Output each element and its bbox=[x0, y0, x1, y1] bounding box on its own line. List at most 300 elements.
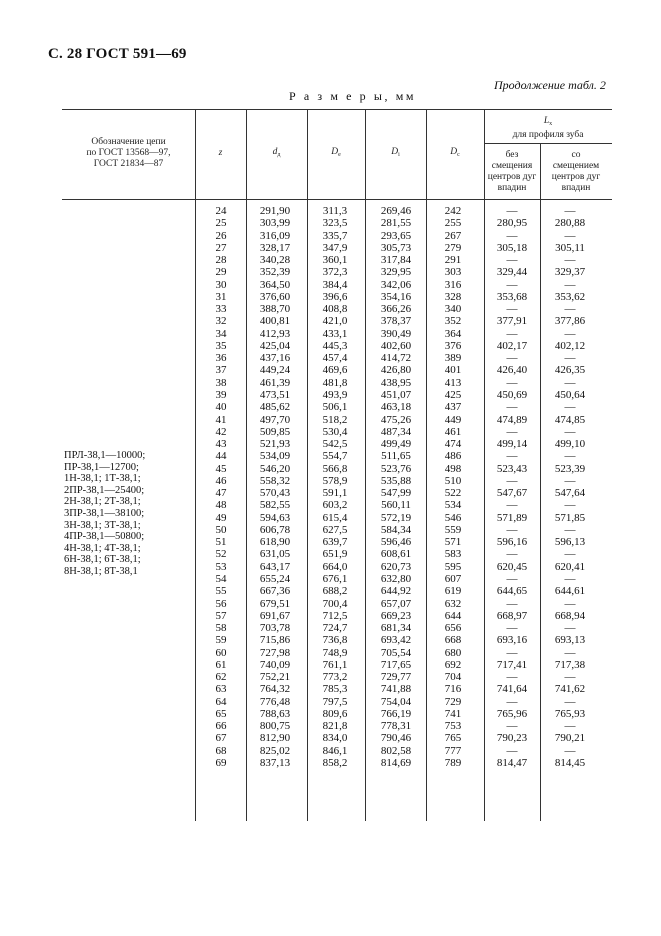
table-cell: 25 bbox=[215, 217, 227, 230]
table-cell: 51 bbox=[215, 536, 227, 549]
table-cell: 821,8 bbox=[322, 720, 348, 733]
table-cell: 449,24 bbox=[259, 364, 291, 377]
table-cell: 242 bbox=[444, 205, 462, 217]
table-cell: 437 bbox=[444, 401, 462, 414]
table-cell: 67 bbox=[215, 732, 227, 745]
table-cell: 34 bbox=[215, 327, 227, 340]
table-cell: 741,62 bbox=[554, 683, 586, 696]
table-cell: 499,10 bbox=[554, 438, 586, 451]
table-cell: 360,1 bbox=[322, 254, 348, 267]
table-cell: 534,09 bbox=[259, 450, 291, 463]
table-cell: 618,90 bbox=[259, 536, 291, 549]
table-cell: 510 bbox=[444, 474, 462, 487]
table-cell: — bbox=[564, 205, 576, 217]
chain-designation-line: 3Н-38,1; 3Т-38,1; bbox=[64, 519, 141, 531]
table-cell: 63 bbox=[215, 683, 227, 696]
table-cell: 754,04 bbox=[380, 695, 412, 708]
table-cell: 396,6 bbox=[322, 290, 348, 303]
table-cell: 481,8 bbox=[322, 376, 348, 389]
table-cell: 615,4 bbox=[322, 511, 348, 524]
table-cell: 352,39 bbox=[259, 266, 291, 279]
table-cell: 741 bbox=[444, 707, 462, 720]
table-cell: 789 bbox=[444, 756, 462, 769]
table-cell: 785,3 bbox=[322, 683, 348, 696]
chain-designation-line: 2ПР-38,1—25400; bbox=[64, 484, 145, 496]
table-cell: 52 bbox=[215, 548, 227, 561]
header-Di: $D_i$ bbox=[391, 147, 400, 158]
table-cell: 408,8 bbox=[322, 303, 348, 316]
table-cell: 547,67 bbox=[496, 487, 528, 500]
table-cell: 727,98 bbox=[259, 646, 291, 659]
table-cell: 354,16 bbox=[380, 290, 412, 303]
table-cell: 717,41 bbox=[496, 658, 528, 671]
column-Di bbox=[368, 205, 424, 769]
table-cell: 680 bbox=[444, 646, 462, 659]
table-cell: — bbox=[506, 646, 518, 659]
table-cell: 571 bbox=[444, 536, 462, 549]
table-cell: 554,7 bbox=[322, 450, 348, 463]
table-cell: 335,7 bbox=[322, 229, 348, 242]
table-cell: 664,0 bbox=[322, 560, 348, 573]
table-cell: 620,73 bbox=[380, 560, 412, 573]
table-cell: — bbox=[564, 425, 576, 438]
table-cell: 651,9 bbox=[322, 548, 348, 561]
table-cell: 60 bbox=[215, 646, 227, 659]
table-cell: 700,4 bbox=[322, 597, 348, 610]
table-cell: 54 bbox=[215, 572, 227, 585]
table-cell: 58 bbox=[215, 622, 227, 635]
table-cell: 547,99 bbox=[380, 487, 412, 500]
table-cell: — bbox=[506, 278, 518, 291]
table-cell: 40 bbox=[215, 401, 227, 414]
table-cell: 643,17 bbox=[259, 560, 291, 573]
chain-designation-line: 8Н-38,1; 8Т-38,1 bbox=[64, 565, 138, 577]
table-cell: 43 bbox=[215, 438, 227, 451]
table-cell: 329,44 bbox=[496, 266, 528, 279]
table-cell: 376 bbox=[444, 339, 462, 352]
table-cell: 451,07 bbox=[380, 388, 412, 401]
table-cell: 55 bbox=[215, 585, 227, 598]
header-bottom-border bbox=[62, 199, 612, 200]
table-cell: 61 bbox=[215, 658, 227, 671]
table-cell: 814,69 bbox=[380, 756, 412, 769]
table-cell: 38 bbox=[215, 376, 227, 389]
table-cell: 32 bbox=[215, 315, 227, 328]
header-lx-without-offset: без смещения центров дуг впадин bbox=[487, 150, 537, 193]
table-cell: 509,85 bbox=[259, 425, 291, 438]
table-cell: 449 bbox=[444, 413, 462, 426]
table-cell: 475,26 bbox=[380, 413, 412, 426]
table-cell: 518,2 bbox=[322, 413, 348, 426]
table-cell: 437,16 bbox=[259, 352, 291, 365]
table-cell: — bbox=[564, 376, 576, 389]
table-cell: — bbox=[564, 474, 576, 487]
table-cell: 620,45 bbox=[496, 560, 528, 573]
table-cell: — bbox=[564, 254, 576, 267]
table-cell: 486 bbox=[444, 450, 462, 463]
table-cell: 328 bbox=[444, 290, 462, 303]
table-cell: 667,36 bbox=[259, 585, 291, 598]
table-cell: — bbox=[564, 597, 576, 610]
table-cell: — bbox=[564, 548, 576, 561]
chain-designation-line: 4ПР-38,1—50800; bbox=[64, 531, 145, 543]
table-cell: 522 bbox=[444, 487, 462, 500]
table-cell: 596,16 bbox=[496, 536, 528, 549]
table-cell: 693,13 bbox=[554, 634, 586, 647]
table-cell: 715,86 bbox=[259, 634, 291, 647]
table-cell: 627,5 bbox=[322, 523, 348, 536]
table-cell: 748,9 bbox=[322, 646, 348, 659]
table-cell: 681,34 bbox=[380, 622, 412, 635]
column-De bbox=[312, 205, 358, 769]
header-z: z bbox=[218, 148, 223, 158]
table-cell: 656 bbox=[444, 622, 462, 635]
table-cell: 570,43 bbox=[259, 487, 291, 500]
table-cell: 353,68 bbox=[496, 290, 528, 303]
table-cell: 30 bbox=[215, 278, 227, 291]
table-cell: 400,81 bbox=[259, 315, 291, 328]
table-cell: 450,69 bbox=[496, 388, 528, 401]
header-De: $D_е$ bbox=[331, 147, 341, 158]
table-cell: 668 bbox=[444, 634, 462, 647]
table-cell: 68 bbox=[215, 744, 227, 757]
table-cell: — bbox=[564, 744, 576, 757]
table-cell: 421,0 bbox=[322, 315, 348, 328]
table-cell: 717,65 bbox=[380, 658, 412, 671]
table-cell: 35 bbox=[215, 339, 227, 352]
table-cell: 27 bbox=[215, 241, 227, 254]
table-cell: — bbox=[564, 278, 576, 291]
table-cell: — bbox=[564, 622, 576, 635]
table-cell: 498 bbox=[444, 462, 462, 475]
table-cell: 364 bbox=[444, 327, 462, 340]
table-cell: 39 bbox=[215, 388, 227, 401]
table-cell: — bbox=[506, 205, 518, 217]
table-cell: 639,7 bbox=[322, 536, 348, 549]
table-cell: — bbox=[506, 572, 518, 585]
table-cell: 523,39 bbox=[554, 462, 586, 475]
table-cell: 53 bbox=[215, 560, 227, 573]
table-cell: 571,89 bbox=[496, 511, 528, 524]
table-cell: 340 bbox=[444, 303, 462, 316]
table-cell: 703,78 bbox=[259, 622, 291, 635]
table-cell: 46 bbox=[215, 474, 227, 487]
column-d bbox=[248, 205, 302, 769]
table-cell: — bbox=[506, 229, 518, 242]
table-cell: 776,48 bbox=[259, 695, 291, 708]
table-cell: 352 bbox=[444, 315, 462, 328]
table-cell: 353,62 bbox=[554, 290, 586, 303]
table-cell: 583 bbox=[444, 548, 462, 561]
table-cell: 596,13 bbox=[554, 536, 586, 549]
header-lx-with-offset: со смещением центров дуг впадин bbox=[551, 150, 601, 193]
table-cell: 546,20 bbox=[259, 462, 291, 475]
table-cell: — bbox=[506, 622, 518, 635]
table-cell: 402,12 bbox=[554, 339, 586, 352]
chain-designation-line: 1Н-38,1; 1Т-38,1; bbox=[64, 473, 141, 485]
table-cell: 691,67 bbox=[259, 609, 291, 622]
table-cell: 692 bbox=[444, 658, 462, 671]
table-cell: 426,35 bbox=[554, 364, 586, 377]
header-Lx: $L_х$ для профиля зуба bbox=[512, 116, 584, 140]
table-cell: 425 bbox=[444, 388, 462, 401]
table-cell: 64 bbox=[215, 695, 227, 708]
table-cell: — bbox=[564, 695, 576, 708]
table-cell: 814,45 bbox=[554, 756, 586, 769]
table-cell: 753 bbox=[444, 720, 462, 733]
table-cell: 644,92 bbox=[380, 585, 412, 598]
column-z bbox=[202, 205, 240, 769]
table-cell: 797,5 bbox=[322, 695, 348, 708]
table-cell: 50 bbox=[215, 523, 227, 536]
table-cell: 712,5 bbox=[322, 609, 348, 622]
table-cell: 36 bbox=[215, 352, 227, 365]
table-cell: 41 bbox=[215, 413, 227, 426]
table-cell: 506,1 bbox=[322, 401, 348, 414]
table-cell: 607 bbox=[444, 572, 462, 585]
table-cell: — bbox=[506, 425, 518, 438]
table-cell: 825,02 bbox=[259, 744, 291, 757]
table-cell: 535,88 bbox=[380, 474, 412, 487]
table-cell: 558,32 bbox=[259, 474, 291, 487]
col-divider-3 bbox=[307, 109, 308, 821]
table-cell: 66 bbox=[215, 720, 227, 733]
table-cell: 655,24 bbox=[259, 572, 291, 585]
column-Dc bbox=[426, 205, 480, 769]
table-cell: 572,19 bbox=[380, 511, 412, 524]
table-cell: 777 bbox=[444, 744, 462, 757]
table-cell: — bbox=[564, 523, 576, 536]
table-cell: 305,18 bbox=[496, 241, 528, 254]
table-cell: 493,9 bbox=[322, 388, 348, 401]
table-cell: 523,76 bbox=[380, 462, 412, 475]
table-cell: 384,4 bbox=[322, 278, 348, 291]
table-cell: 487,34 bbox=[380, 425, 412, 438]
table-cell: 736,8 bbox=[322, 634, 348, 647]
table-cell: 546 bbox=[444, 511, 462, 524]
table-cell: 766,19 bbox=[380, 707, 412, 720]
table-cell: 69 bbox=[215, 756, 227, 769]
table-cell: 401 bbox=[444, 364, 462, 377]
table-cell: 668,94 bbox=[554, 609, 586, 622]
table-cell: 591,1 bbox=[322, 487, 348, 500]
table-cell: — bbox=[506, 303, 518, 316]
table-cell: 269,46 bbox=[380, 205, 412, 217]
table-cell: 729 bbox=[444, 695, 462, 708]
table-cell: 469,6 bbox=[322, 364, 348, 377]
table-cell: 765,93 bbox=[554, 707, 586, 720]
table-cell: — bbox=[506, 352, 518, 365]
table-cell: 57 bbox=[215, 609, 227, 622]
table-cell: 809,6 bbox=[322, 707, 348, 720]
table-cell: 765,96 bbox=[496, 707, 528, 720]
table-cell: — bbox=[564, 499, 576, 512]
table-cell: 48 bbox=[215, 499, 227, 512]
table-cell: 413 bbox=[444, 376, 462, 389]
page-header: С. 28 ГОСТ 591—69 bbox=[48, 46, 187, 62]
table-cell: — bbox=[564, 229, 576, 242]
table-cell: — bbox=[564, 352, 576, 365]
table-cell: — bbox=[506, 695, 518, 708]
table-cell: 790,23 bbox=[496, 732, 528, 745]
table-cell: 366,26 bbox=[380, 303, 412, 316]
table-cell: 329,95 bbox=[380, 266, 412, 279]
table-cell: 45 bbox=[215, 462, 227, 475]
table-cell: 765 bbox=[444, 732, 462, 745]
table-cell: 521,93 bbox=[259, 438, 291, 451]
table-cell: — bbox=[506, 499, 518, 512]
table-cell: 402,60 bbox=[380, 339, 412, 352]
chain-designation-line: 4Н-38,1; 4Т-38,1; bbox=[64, 542, 141, 554]
chain-designation-list bbox=[64, 450, 145, 578]
table-cell: 342,06 bbox=[380, 278, 412, 291]
table-cell: 293,65 bbox=[380, 229, 412, 242]
table-cell: 291,90 bbox=[259, 205, 291, 217]
table-cell: 62 bbox=[215, 671, 227, 684]
table-cell: 741,88 bbox=[380, 683, 412, 696]
table-cell: 752,21 bbox=[259, 671, 291, 684]
table-cell: 340,28 bbox=[259, 254, 291, 267]
table-cell: 281,55 bbox=[380, 217, 412, 230]
table-cell: 316 bbox=[444, 278, 462, 291]
table-cell: 740,09 bbox=[259, 658, 291, 671]
table-cell: 578,9 bbox=[322, 474, 348, 487]
table-cell: 511,65 bbox=[381, 450, 411, 463]
table-cell: 29 bbox=[215, 266, 227, 279]
table-cell: 716 bbox=[444, 683, 462, 696]
table-cell: 47 bbox=[215, 487, 227, 500]
table-cell: — bbox=[506, 254, 518, 267]
chain-designation-line: ПРЛ-38,1—10000; bbox=[64, 450, 146, 461]
table-cell: 679,51 bbox=[259, 597, 291, 610]
table-cell: 323,5 bbox=[322, 217, 348, 230]
table-cell: 644 bbox=[444, 609, 462, 622]
table-cell: 632,80 bbox=[380, 572, 412, 585]
table-cell: 426,40 bbox=[496, 364, 528, 377]
table-cell: 378,37 bbox=[380, 315, 412, 328]
table-cell: 31 bbox=[215, 290, 227, 303]
table-cell: 705,54 bbox=[380, 646, 412, 659]
table-continuation-note: Продолжение табл. 2 bbox=[494, 78, 606, 92]
table-cell: 426,80 bbox=[380, 364, 412, 377]
table-cell: 316,09 bbox=[259, 229, 291, 242]
table-cell: 461,39 bbox=[259, 376, 291, 389]
table-cell: 44 bbox=[215, 450, 227, 463]
table-cell: — bbox=[506, 450, 518, 463]
table-cell: 778,31 bbox=[380, 720, 412, 733]
table-cell: — bbox=[564, 303, 576, 316]
table-cell: 364,50 bbox=[259, 278, 291, 291]
table-cell: 425,04 bbox=[259, 339, 291, 352]
table-cell: 657,07 bbox=[380, 597, 412, 610]
table-cell: — bbox=[506, 720, 518, 733]
table-cell: — bbox=[506, 744, 518, 757]
lx-subheader-border bbox=[484, 143, 612, 144]
table-cell: 668,97 bbox=[496, 609, 528, 622]
table-cell: 619 bbox=[444, 585, 462, 598]
table-cell: 542,5 bbox=[322, 438, 348, 451]
table-cell: 560,11 bbox=[381, 499, 411, 512]
table-cell: 280,95 bbox=[496, 217, 528, 230]
table-cell: 26 bbox=[215, 229, 227, 242]
table-cell: 372,3 bbox=[322, 266, 348, 279]
table-cell: 790,46 bbox=[380, 732, 412, 745]
table-cell: 402,17 bbox=[496, 339, 528, 352]
table-cell: 280,88 bbox=[554, 217, 586, 230]
table-cell: 676,1 bbox=[322, 572, 348, 585]
chain-designation-line: ПР-38,1—12700; bbox=[64, 461, 139, 473]
table-cell: 317,84 bbox=[380, 254, 412, 267]
table-cell: — bbox=[564, 401, 576, 414]
table-cell: 376,60 bbox=[259, 290, 291, 303]
table-cell: 620,41 bbox=[554, 560, 586, 573]
table-cell: 473,51 bbox=[259, 388, 291, 401]
table-cell: 741,64 bbox=[496, 683, 528, 696]
table-cell: 303,99 bbox=[259, 217, 291, 230]
table-cell: — bbox=[564, 450, 576, 463]
table-cell: 450,64 bbox=[554, 388, 586, 401]
table-cell: 566,8 bbox=[322, 462, 348, 475]
table-cell: — bbox=[506, 548, 518, 561]
table-cell: 291 bbox=[444, 254, 462, 267]
table-cell: 858,2 bbox=[322, 756, 348, 769]
table-cell: 328,17 bbox=[259, 241, 291, 254]
table-cell: 582,55 bbox=[259, 499, 291, 512]
table-cell: 800,75 bbox=[259, 720, 291, 733]
table-cell: 669,23 bbox=[380, 609, 412, 622]
table-cell: 33 bbox=[215, 303, 227, 316]
table-cell: — bbox=[506, 523, 518, 536]
table-cell: — bbox=[564, 720, 576, 733]
table-cell: 497,70 bbox=[259, 413, 291, 426]
table-cell: 717,38 bbox=[554, 658, 586, 671]
table-cell: — bbox=[506, 671, 518, 684]
header-Dc: $D_с$ bbox=[450, 147, 460, 158]
table-cell: 311,3 bbox=[322, 205, 348, 217]
table-cell: 24 bbox=[215, 205, 227, 217]
table-cell: 644,65 bbox=[496, 585, 528, 598]
table-top-border bbox=[62, 109, 612, 110]
table-cell: 761,1 bbox=[322, 658, 348, 671]
header-chain-designation: Обозначение цепи по ГОСТ 13568—97, ГОСТ 21834—87 bbox=[86, 137, 171, 169]
table-cell: 390,49 bbox=[380, 327, 412, 340]
table-cell: 499,14 bbox=[496, 438, 528, 451]
table-cell: 704 bbox=[444, 671, 462, 684]
table-cell: 724,7 bbox=[322, 622, 348, 635]
table-cell: 445,3 bbox=[322, 339, 348, 352]
table-cell: — bbox=[564, 646, 576, 659]
table-cell: — bbox=[506, 597, 518, 610]
table-cell: 764,32 bbox=[259, 683, 291, 696]
table-cell: 837,13 bbox=[259, 756, 291, 769]
table-cell: 571,85 bbox=[554, 511, 586, 524]
table-cell: 606,78 bbox=[259, 523, 291, 536]
table-cell: 693,16 bbox=[496, 634, 528, 647]
table-cell: 255 bbox=[444, 217, 462, 230]
header-d: $d_д$ bbox=[272, 147, 281, 158]
table-cell: 474,85 bbox=[554, 413, 586, 426]
table-cell: 414,72 bbox=[380, 352, 412, 365]
column-lx-without-offset bbox=[484, 205, 540, 769]
table-cell: — bbox=[506, 327, 518, 340]
table-cell: 644,61 bbox=[554, 585, 586, 598]
table-cell: 693,42 bbox=[380, 634, 412, 647]
table-cell: 37 bbox=[215, 364, 227, 377]
table-cell: 303 bbox=[444, 266, 462, 279]
col-divider-4 bbox=[365, 109, 366, 821]
col-divider-1 bbox=[195, 109, 196, 821]
table-cell: 457,4 bbox=[322, 352, 348, 365]
